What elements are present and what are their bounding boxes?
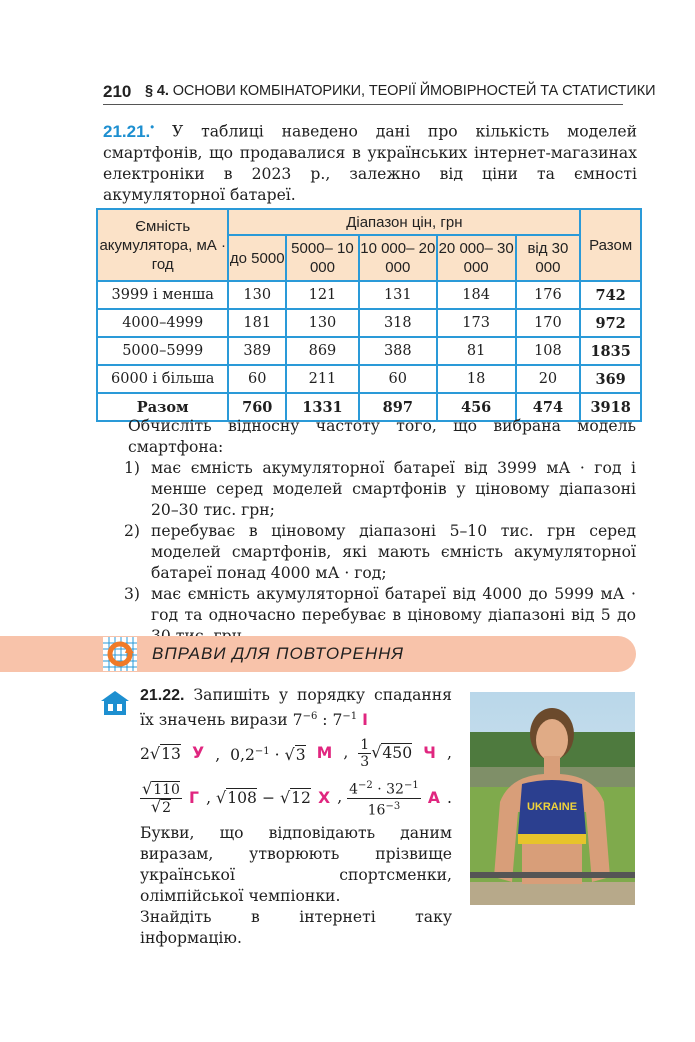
chapter-title-text: ОСНОВИ КОМБІНАТОРИКИ, ТЕОРІЇ ЙМОВІРНОСТЕЙ ТА СТАТИСТИКИ	[172, 83, 656, 99]
price-range-3: 10 000– 20 000	[359, 235, 437, 281]
row-label: 3999 і менша	[97, 281, 228, 309]
cell: 20	[516, 365, 581, 393]
difficulty-marker: •	[150, 121, 155, 133]
home-icon	[100, 690, 130, 716]
question-item	[124, 521, 636, 584]
row-label: 6000 і більша	[97, 365, 228, 393]
cell: 211	[286, 365, 359, 393]
problem-intro: Запишіть у порядку спадання їх значень вирази	[140, 686, 452, 730]
problem-21-21	[103, 117, 637, 206]
expression-3: , $0,2^{-1} \cdot √3$	[215, 745, 306, 765]
row-total: 369	[580, 365, 641, 393]
question-number: 2)	[124, 522, 141, 540]
questions	[124, 416, 636, 647]
price-range-1: до 5000	[228, 235, 286, 281]
cell: 108	[516, 337, 581, 365]
problem-outro-2: Знайдіть в інтернеті таку інформацію.	[140, 907, 452, 947]
expression-2: 2√13	[140, 743, 181, 763]
repeat-grid-icon	[103, 637, 137, 671]
price-range-2: 5000– 10 000	[286, 235, 359, 281]
column-total: 897	[359, 393, 437, 421]
cell: 60	[359, 365, 437, 393]
shirt-text: UKRAINE	[526, 801, 578, 813]
cell: 81	[437, 337, 516, 365]
athlete-photo	[470, 692, 635, 905]
row-total: 742	[580, 281, 641, 309]
row-total: 972	[580, 309, 641, 337]
total-label: Разом	[97, 393, 228, 421]
cell: 170	[516, 309, 581, 337]
expression-5: $\frac{√110}{√2}$	[142, 778, 180, 816]
problem-21-22	[140, 685, 452, 949]
column-total: 474	[516, 393, 581, 421]
row-label: 5000–5999	[97, 337, 228, 365]
question-text: перебуває в ціновому діапазоні 5–10 тис. грн серед моделей смартфонів, які мають ємність акумуляторної батареї понад 4000 мА · год;	[151, 522, 636, 582]
header-total: Разом	[580, 209, 641, 281]
column-total: 760	[228, 393, 286, 421]
page-number: 210	[103, 82, 132, 101]
expression-7: , $\frac{4^{-2} \cdot 32^{-1}}{16^{-3}}$	[337, 780, 419, 819]
cell: 130	[228, 281, 286, 309]
problem-text: У таблиці наведено дані про кількість моделей смартфонів, що продавалися в українських інтернет-магазинах електроніки в 2023 р., залежно від ціни та ємності акумуляторної батареї.	[103, 122, 637, 204]
problem-number: 21.21.•	[103, 121, 155, 141]
expression-6: , √108 − √12	[206, 788, 311, 808]
chapter-title	[145, 83, 655, 99]
price-range-4: 20 000– 30 000	[437, 235, 516, 281]
cell: 389	[228, 337, 286, 365]
table-row	[97, 365, 641, 393]
letter-kh: Х	[318, 788, 331, 807]
question-text: має ємність акумуляторної батареї від 4000 до 5999 мА · год та одночасно перебуває в ціновому діапазоні від 5 до	[151, 585, 636, 624]
expression-row-1: 2√13 У , $0,2^{-1} \cdot √3$ М , $\frac{1}{3}$ √450 Ч ,	[140, 737, 452, 771]
letter-a: А	[427, 788, 440, 807]
letter-h: Г	[189, 788, 199, 807]
expression-row-2: $\frac{√110}{√2}$ Г , √108 − √12 Х , $\frac{4^{-2} \cdot 32^{-1}}{16^{-3}}$ А .	[142, 778, 452, 819]
section-number: § 4.	[145, 83, 169, 99]
question-item	[124, 458, 636, 521]
header-capacity: Ємність акумулятора, мА · год	[97, 209, 228, 281]
cell: 130	[286, 309, 359, 337]
cell: 173	[437, 309, 516, 337]
cell: 121	[286, 281, 359, 309]
price-range-5: від 30 000	[516, 235, 581, 281]
column-total: 456	[437, 393, 516, 421]
letter-m: М	[316, 744, 333, 763]
cell: 184	[437, 281, 516, 309]
table-row	[97, 309, 641, 337]
cell: 131	[359, 281, 437, 309]
table-row	[97, 337, 641, 365]
cell: 18	[437, 365, 516, 393]
expression-1: $7^{-6}$ : $7^{-1}$	[292, 711, 358, 730]
section-banner	[0, 636, 636, 672]
grand-total: 3918	[580, 393, 641, 421]
smartphone-table	[96, 208, 642, 422]
table-row	[97, 281, 641, 309]
header-price-range: Діапазон цін, грн	[228, 209, 580, 235]
column-total: 1331	[286, 393, 359, 421]
banner-title: ВПРАВИ ДЛЯ ПОВТОРЕННЯ	[152, 644, 404, 663]
problem-number: 21.22.	[140, 687, 185, 704]
cell: 181	[228, 309, 286, 337]
cell: 388	[359, 337, 437, 365]
question-text: має ємність акумуляторної батареї від 3999 мА · год і менше серед моделей смартфонів у ціновому діапазоні 20–30 тис. грн;	[151, 459, 636, 519]
row-label: 4000–4999	[97, 309, 228, 337]
page-header	[103, 80, 656, 105]
letter-i: І	[362, 711, 368, 730]
cell: 869	[286, 337, 359, 365]
cell: 318	[359, 309, 437, 337]
cell: 176	[516, 281, 581, 309]
question-number: 3)	[124, 585, 141, 603]
cell: 60	[228, 365, 286, 393]
letter-u: У	[192, 744, 205, 763]
expression-4: , $\frac{1}{3}$ √450	[343, 737, 413, 771]
row-total: 1835	[580, 337, 641, 365]
question-number: 1)	[124, 459, 141, 477]
questions-intro: Обчисліть відносну частоту того, що вибрана модель смартфона:	[128, 417, 636, 456]
problem-outro-1: Букви, що відповідають даним виразам, утворюють прізвище української спортсменки, олімпійської чемпіонки.	[140, 823, 452, 905]
letter-ch: Ч	[423, 744, 436, 763]
